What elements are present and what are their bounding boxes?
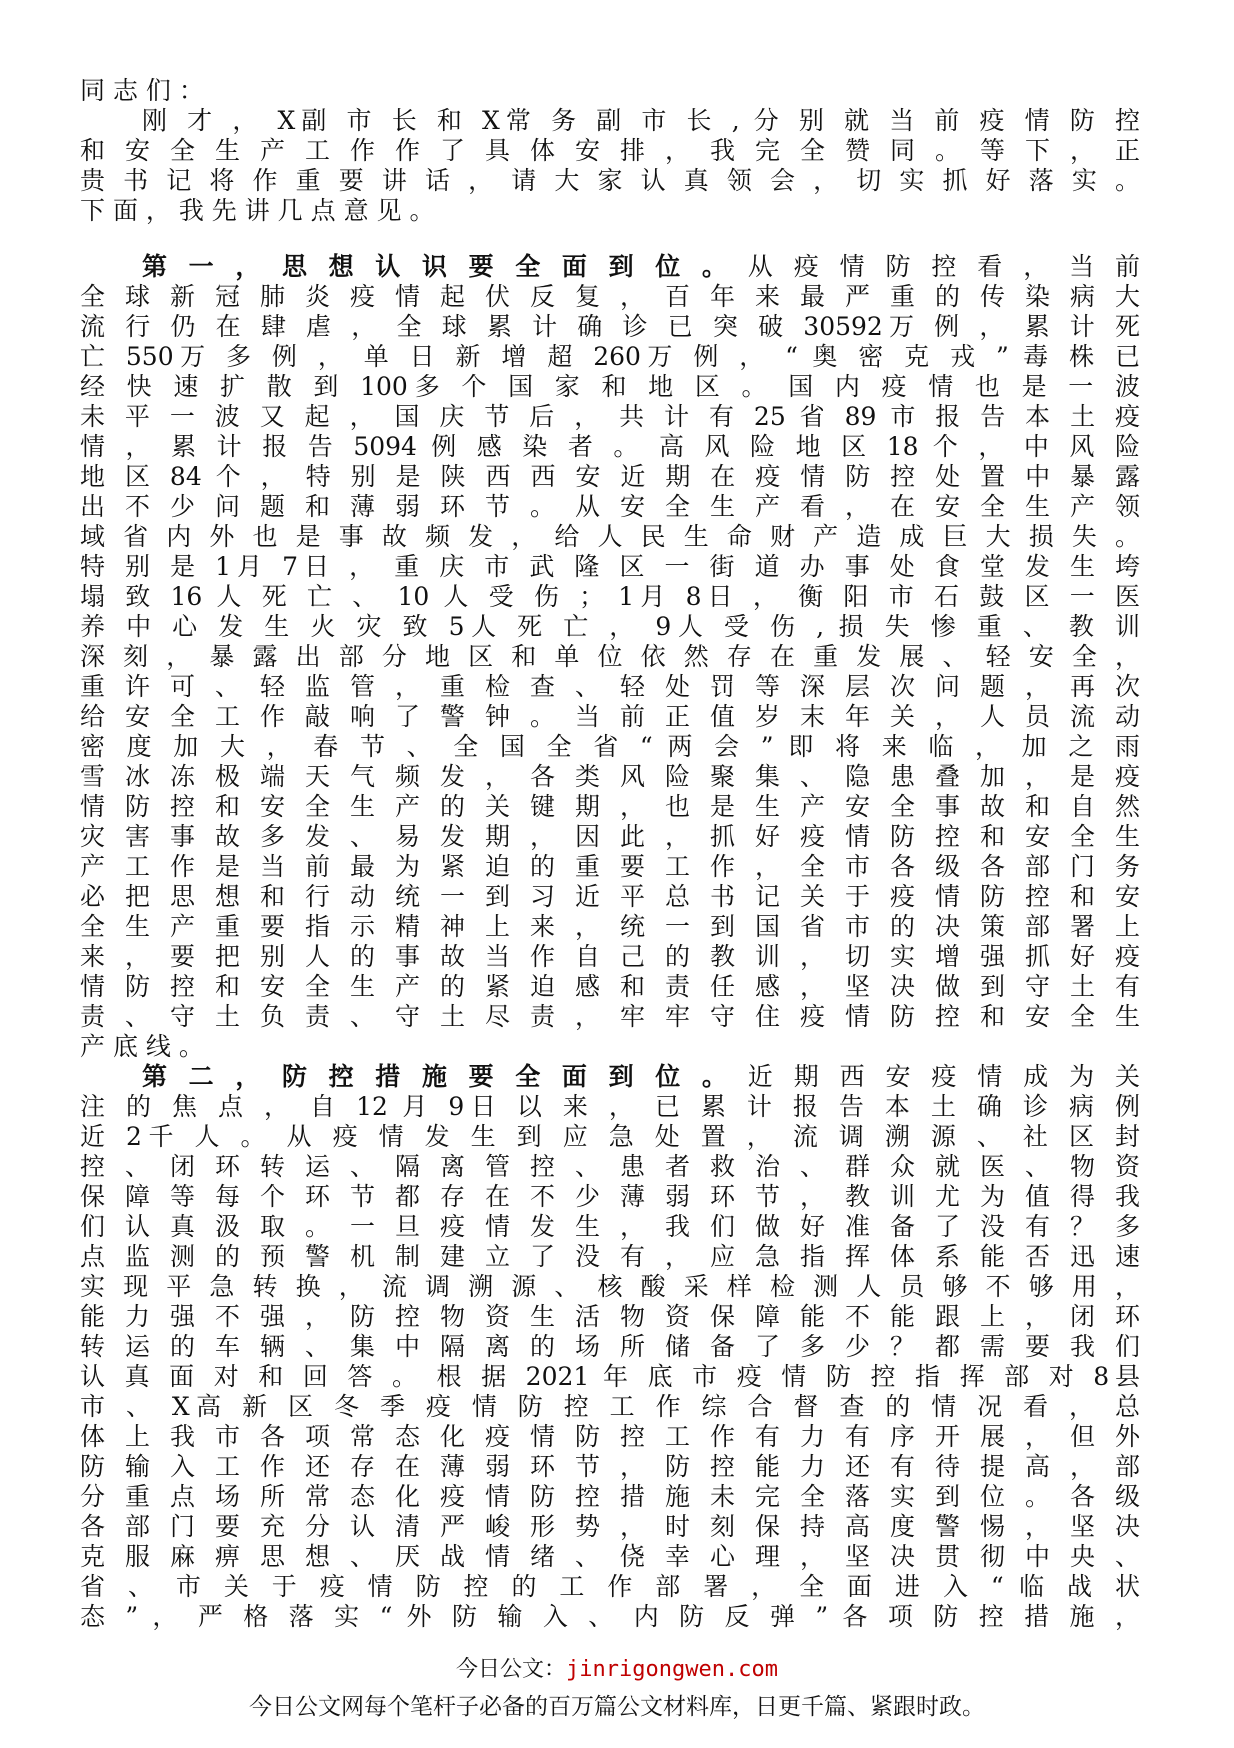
intro-line: 贵 书 记 将 作 重 要 讲 话 ， 请 大 家 认 真 领 会 ， 切 实 抓 好 落 实 。: [80, 166, 1140, 195]
section-2-line: 们 认 真 汲 取 。 一 旦 疫 情 发 生 ， 我 们 做 好 准 备 了 没 有 ？ 多: [80, 1212, 1140, 1241]
section-2-line: 省 、 市 关 于 疫 情 防 控 的 工 作 部 署 ， 全 面 进 入 “ 临 战 状: [80, 1572, 1140, 1601]
section-2-first-line-text: 近 期 西 安 疫 情 成 为 关: [747, 1062, 1140, 1091]
section-1-line: 情 防 控 和 安 全 生 产 的 关 键 期 ， 也 是 生 产 安 全 事 故 和 自 然: [80, 792, 1140, 821]
section-2-paragraph: [80, 1062, 1140, 1632]
section-1-line: 全 球 新 冠 肺 炎 疫 情 起 伏 反 复 ， 百 年 来 最 严 重 的 传 染 病 大: [80, 282, 1140, 311]
section-1-line: 域 省 内 外 也 是 事 故 频 发 ， 给 人 民 生 命 财 产 造 成 巨 大 损 失 。: [80, 522, 1140, 551]
section-1-line: 责 、 守 土 负 责 、 守 土 尽 责 ， 牢 牢 守 住 疫 情 防 控 和 安 全 生: [80, 1002, 1140, 1031]
section-2-first-line: [80, 1062, 1140, 1092]
section-2-line: 能 力 强 不 强 ， 防 控 物 资 生 活 物 资 保 障 能 不 能 跟 上 ， 闭 环: [80, 1302, 1140, 1331]
section-1-line: 流 行 仍 在 肆 虐 ， 全 球 累 计 确 诊 已 突 破 30592万 例 ， 累 计 死: [80, 312, 1140, 341]
section-1-line: 养 中 心 发 生 火 灾 致 5人 死 亡 ， 9人 受 伤 , 损 失 惨 重 、 教 训: [80, 612, 1140, 641]
section-1-line: 密 度 加 大 ， 春 节 、 全 国 全 省 “ 两 会 ” 即 将 来 临 ， 加 之 雨: [80, 732, 1140, 761]
section-1-line: 塌 致 16 人 死 亡 、 10 人 受 伤 ； 1月 8日 ， 衡 阳 市 石 鼓 区 一 医: [80, 582, 1140, 611]
section-1-line: 产 底 线 。: [80, 1032, 204, 1061]
salutation: 同 志 们 ：: [80, 76, 204, 105]
section-2-line: 市 、 X高 新 区 冬 季 疫 情 防 控 工 作 综 合 督 查 的 情 况 看 ， 总: [80, 1392, 1140, 1421]
section-2-line: 转 运 的 车 辆 、 集 中 隔 离 的 场 所 储 备 了 多 少 ？ 都 需 要 我 们: [80, 1332, 1140, 1361]
section-1-line: 深 刻 ， 暴 露 出 部 分 地 区 和 单 位 依 然 存 在 重 发 展 、 轻 安 全 ，: [80, 642, 1140, 671]
intro-line: 下 面 ， 我 先 讲 几 点 意 见 。: [80, 196, 435, 225]
section-2-line: 防 输 入 工 作 还 存 在 薄 弱 环 节 ， 防 控 能 力 还 有 待 提 高 ， 部: [80, 1452, 1140, 1481]
section-1-body: [80, 282, 1140, 1062]
section-1-line: 亡 550万 多 例 ， 单 日 新 增 超 260万 例 ， “ 奥 密 克 戎 ” 毒 株 已: [80, 342, 1140, 371]
section-1-line: 经 快 速 扩 散 到 100多 个 国 家 和 地 区 。 国 内 疫 情 也 是 一 波: [80, 372, 1140, 401]
section-1-line: 灾 害 事 故 多 发 、 易 发 期 ， 因 此 ， 抓 好 疫 情 防 控 和 安 全 生: [80, 822, 1140, 851]
section-2-line: 注 的 焦 点 ， 自 12 月 9日 以 来 ， 已 累 计 报 告 本 土 确 诊 病 例: [80, 1092, 1140, 1121]
footer-slogan: 今日公文网每个笔杆子必备的百万篇公文材料库，日更千篇、紧跟时政。: [249, 1694, 985, 1720]
section-1-line: 必 把 思 想 和 行 动 统 一 到 习 近 平 总 书 记 关 于 疫 情 防 控 和 安: [80, 882, 1140, 911]
section-2-line: 认 真 面 对 和 回 答 。 根 据 2021 年 底 市 疫 情 防 控 指 挥 部 对 8县: [80, 1362, 1140, 1391]
section-2-line: 保 障 等 每 个 环 节 都 存 在 不 少 薄 弱 环 节 ， 教 训 尤 为 值 得 我: [80, 1182, 1140, 1211]
intro-line: 刚 才 ， X副 市 长 和 X常 务 副 市 长 , 分 别 就 当 前 疫 情 防 控: [142, 106, 1140, 135]
section-2-body: [80, 1092, 1140, 1632]
section-2-line: 分 重 点 场 所 常 态 化 疫 情 防 控 措 施 未 完 全 落 实 到 位 。 各 级: [80, 1482, 1140, 1511]
section-2-line: 态 ” ， 严 格 落 实 “ 外 防 输 入 、 内 防 反 弹 ” 各 项 防 控 措 施 ，: [80, 1602, 1140, 1631]
intro-paragraph: [80, 106, 1140, 226]
section-2-line: 控 、 闭 环 转 运 、 隔 离 管 控 、 患 者 救 治 、 群 众 就 医 、 物 资: [80, 1152, 1140, 1181]
footer-source: [0, 1652, 1234, 1683]
section-1-first-line-text: 从 疫 情 防 控 看 ， 当 前: [747, 252, 1140, 281]
section-1-line: 未 平 一 波 又 起 ， 国 庆 节 后 ， 共 计 有 25 省 89 市 报 告 本 土 疫: [80, 402, 1140, 431]
intro-line: 和 安 全 生 产 工 作 作 了 具 体 安 排 ， 我 完 全 赞 同 。 等 下 ， 正: [80, 136, 1140, 165]
section-1-line: 情 防 控 和 安 全 生 产 的 紧 迫 感 和 责 任 感 ， 坚 决 做 到 守 土 有: [80, 972, 1140, 1001]
section-1-line: 产 工 作 是 当 前 最 为 紧 迫 的 重 要 工 作 ， 全 市 各 级 各 部 门 务: [80, 852, 1140, 881]
section-2-line: 点 监 测 的 预 警 机 制 建 立 了 没 有 ， 应 急 指 挥 体 系 能 否 迅 速: [80, 1242, 1140, 1271]
section-1-line: 来 ， 要 把 别 人 的 事 故 当 作 自 己 的 教 训 ， 切 实 增 强 抓 好 疫: [80, 942, 1140, 971]
section-1-line: 出 不 少 问 题 和 薄 弱 环 节 。 从 安 全 生 产 看 ， 在 安 全 生 产 领: [80, 492, 1140, 521]
section-1-line: 给 安 全 工 作 敲 响 了 警 钟 。 当 前 正 值 岁 末 年 关 ， 人 员 流 动: [80, 702, 1140, 731]
footer-site-label: 今日公文：: [456, 1657, 567, 1682]
section-2-line: 体 上 我 市 各 项 常 态 化 疫 情 防 控 工 作 有 力 有 序 开 展 ， 但 外: [80, 1422, 1140, 1451]
footer-site-link[interactable]: jinrigongwen.com: [566, 1657, 778, 1682]
section-1-heading: 第 一 ， 思 想 认 识 要 全 面 到 位 。: [142, 252, 734, 281]
section-1-line: 重 许 可 、 轻 监 管 ， 重 检 查 、 轻 处 罚 等 深 层 次 问 题 ， 再 次: [80, 672, 1140, 701]
section-1-line: 特 别 是 1月 7日 ， 重 庆 市 武 隆 区 一 街 道 办 事 处 食 堂 发 生 垮: [80, 552, 1140, 581]
paragraph-gap: [80, 226, 1140, 252]
section-1-line: 雪 冰 冻 极 端 天 气 频 发 ， 各 类 风 险 聚 集 、 隐 患 叠 加 ， 是 疫: [80, 762, 1140, 791]
section-1-line: 地 区 84 个 ， 特 别 是 陕 西 西 安 近 期 在 疫 情 防 控 处 置 中 暴 露: [80, 462, 1140, 491]
section-1-first-line: [80, 252, 1140, 282]
document-body: [80, 76, 1140, 1632]
section-2-line: 克 服 麻 痹 思 想 、 厌 战 情 绪 、 侥 幸 心 理 ， 坚 决 贯 彻 中 央 、: [80, 1542, 1140, 1571]
section-2-line: 各 部 门 要 充 分 认 清 严 峻 形 势 ， 时 刻 保 持 高 度 警 惕 ， 坚 决: [80, 1512, 1140, 1541]
section-1-paragraph: [80, 252, 1140, 1062]
section-1-line: 情 ， 累 计 报 告 5094 例 感 染 者 。 高 风 险 地 区 18 个 ， 中 风 险: [80, 432, 1140, 461]
section-2-heading: 第 二 ， 防 控 措 施 要 全 面 到 位 。: [142, 1062, 734, 1091]
section-2-line: 近 2千 人 。 从 疫 情 发 生 到 应 急 处 置 ， 流 调 溯 源 、 社 区 封: [80, 1122, 1140, 1151]
section-1-line: 全 生 产 重 要 指 示 精 神 上 来 ， 统 一 到 国 省 市 的 决 策 部 署 上: [80, 912, 1140, 941]
section-2-line: 实 现 平 急 转 换 ， 流 调 溯 源 、 核 酸 采 样 检 测 人 员 够 不 够 用 ，: [80, 1272, 1140, 1301]
